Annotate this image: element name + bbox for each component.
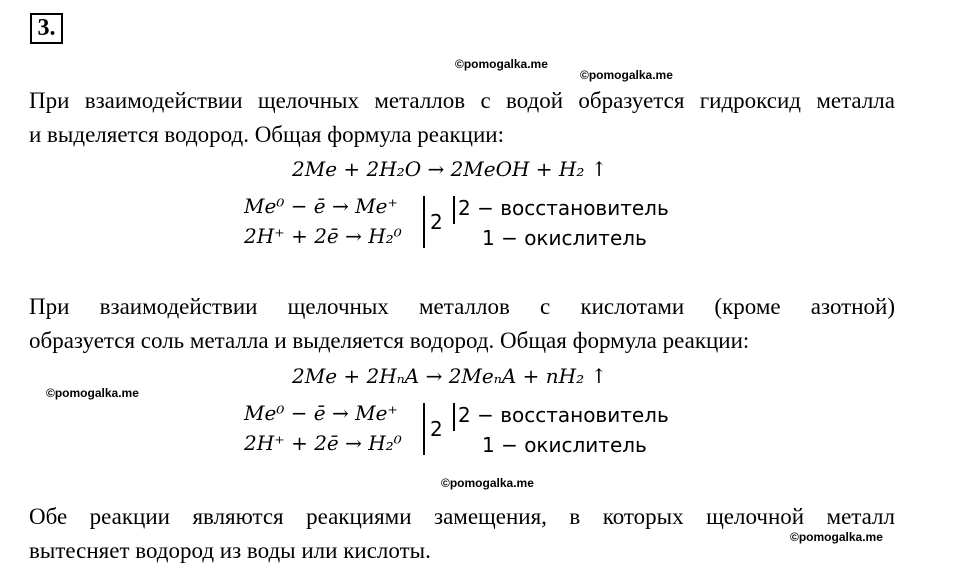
paragraph-2: [29, 290, 895, 358]
reaction-equation-acid: 2Me + 2HₙA → 2MeₙA + nH₂ ↑: [292, 364, 608, 388]
watermark: ©pomogalka.me: [46, 386, 139, 400]
watermark: ©pomogalka.me: [790, 530, 883, 544]
paragraph-line: При взаимодействии щелочных металлов с водой образуется гидроксид металла: [29, 88, 895, 113]
reducing-agent-label: 2 − восстановитель: [458, 196, 669, 220]
paragraph-line: При взаимодействии щелочных металлов с кислотами (кроме азотной): [29, 294, 895, 319]
balance-bar: [423, 196, 425, 248]
paragraph-line: образуется соль металла и выделяется водород. Общая формула реакции:: [29, 328, 750, 353]
paragraph-3: [29, 500, 895, 568]
reaction-equation-water: 2Me + 2H₂O → 2MeOH + H₂ ↑: [292, 157, 608, 181]
reduction-half-reaction: 2H⁺ + 2ē → H₂⁰: [244, 431, 402, 455]
oxidation-half-reaction: Me⁰ − ē → Me⁺: [244, 401, 398, 425]
lcm-value: 2: [430, 210, 443, 234]
paragraph-1: [29, 84, 895, 152]
balance-bar: [423, 403, 425, 455]
reducing-agent-label: 2 − восстановитель: [458, 403, 669, 427]
balance-bar: [453, 196, 455, 224]
watermark: ©pomogalka.me: [580, 68, 673, 82]
balance-bar: [453, 403, 455, 431]
watermark: ©pomogalka.me: [441, 476, 534, 490]
oxidizing-agent-label: 1 − окислитель: [482, 433, 647, 457]
oxidation-half-reaction: Me⁰ − ē → Me⁺: [244, 194, 398, 218]
reduction-half-reaction: 2H⁺ + 2ē → H₂⁰: [244, 224, 402, 248]
watermark: ©pomogalka.me: [455, 57, 548, 71]
lcm-value: 2: [430, 417, 443, 441]
paragraph-line: вытесняет водород из воды или кислоты.: [29, 538, 431, 563]
paragraph-line: и выделяется водород. Общая формула реакции:: [29, 122, 504, 147]
paragraph-line: Обе реакции являются реакциями замещения, в которых щелочной металл: [29, 504, 895, 529]
oxidizing-agent-label: 1 − окислитель: [482, 226, 647, 250]
task-number: 3.: [30, 13, 63, 44]
